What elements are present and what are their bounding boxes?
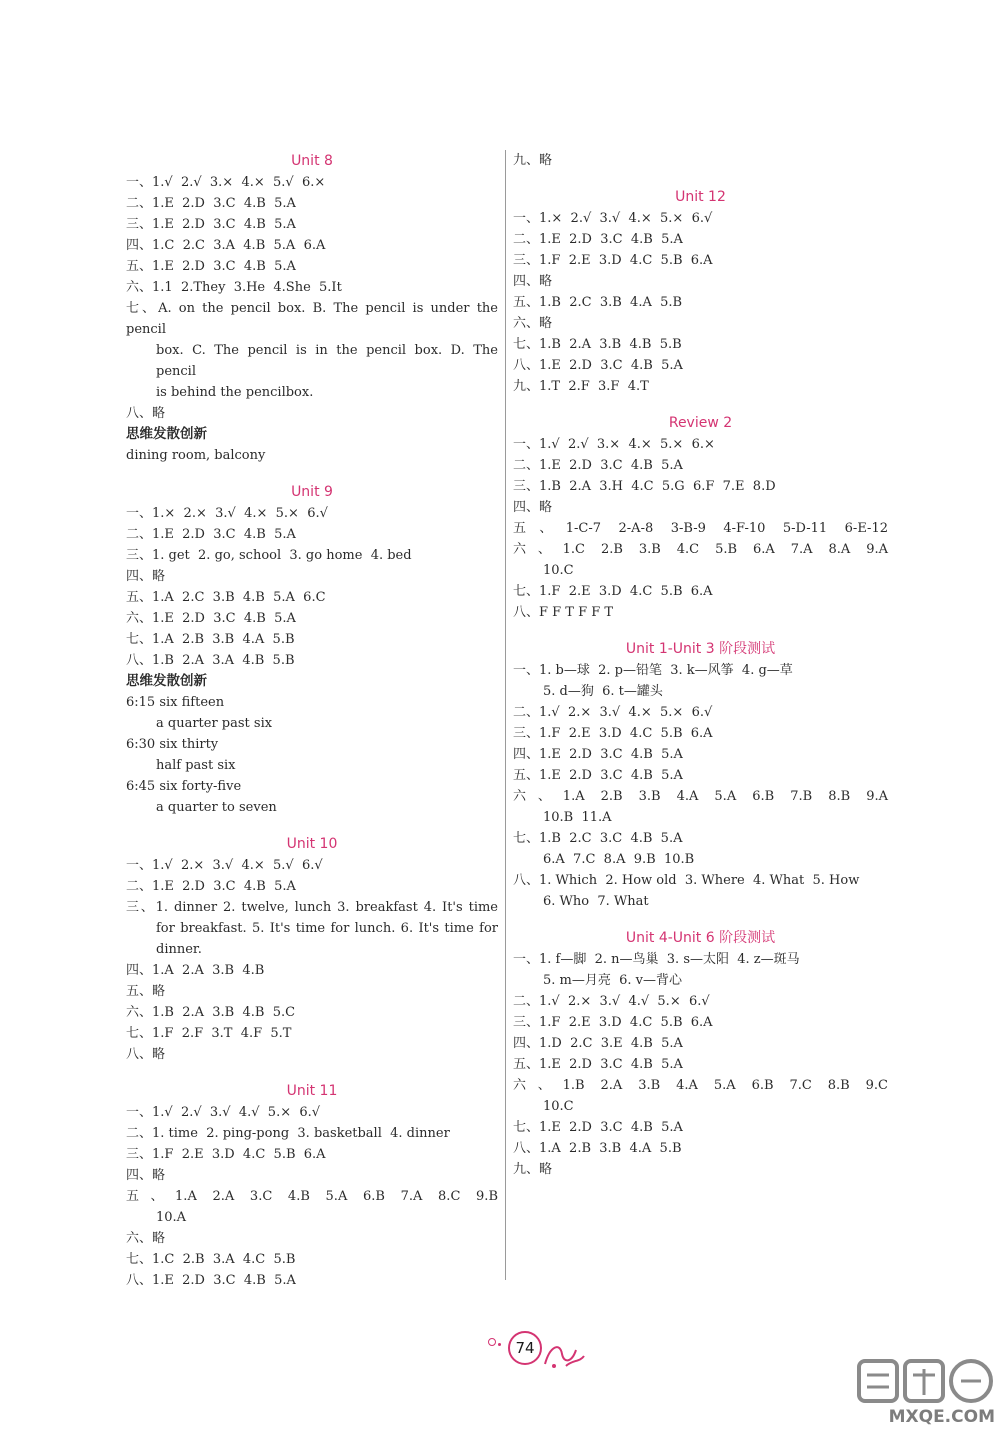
watermark: [855, 1355, 995, 1437]
answer-line: 6. Who 7. What: [543, 894, 649, 909]
answer-line: a quarter past six: [156, 716, 273, 731]
answer-line: 七、1.C 2.B 3.A 4.C 5.B: [126, 1252, 296, 1267]
answer-line: 八、1.B 2.A 3.A 4.B 5.B: [126, 653, 295, 668]
answer-line: box. C. The pencil is in the pencil box. D. The pencil: [156, 343, 498, 379]
answer-line: 5. m—月亮 6. v—背心: [543, 973, 683, 988]
section-title: Unit 8: [291, 153, 333, 169]
page-number: 74: [515, 1339, 535, 1357]
section-gap: [126, 1065, 498, 1080]
answer-section: [513, 638, 888, 912]
column-divider: [505, 150, 506, 1280]
answer-line: half past six: [156, 758, 236, 773]
answer-line: 八、1.E 2.D 3.C 4.B 5.A: [513, 358, 683, 373]
section-title: Unit 12: [675, 189, 726, 205]
answer-line: 五、1.E 2.D 3.C 4.B 5.A: [513, 768, 683, 783]
answer-logo-icon: [855, 1355, 995, 1410]
answer-line: 九、1.T 2.F 3.F 4.T: [513, 379, 649, 394]
section-gap: [126, 818, 498, 833]
answer-line: 六、1.B 2.A 3.B 4.B 5.C: [126, 1005, 296, 1020]
answer-line: 七、1.B 2.C 3.C 4.B 5.A: [513, 831, 683, 846]
answer-line: 一、1.√ 2.√ 3.× 4.× 5.√ 6.×: [126, 175, 326, 190]
right-column: [513, 150, 888, 1180]
answer-line: 六、1.C 2.B 3.B 4.C 5.B 6.A 7.A 8.A 9.A: [513, 542, 888, 557]
answer-line: 三、1.E 2.D 3.C 4.B 5.A: [126, 217, 296, 232]
answer-line: dining room, balcony: [126, 448, 266, 463]
section-title: Unit 4-Unit 6 阶段测试: [625, 930, 776, 946]
answer-line: 四、1.A 2.A 3.B 4.B: [126, 963, 265, 978]
answer-line: 10.A: [156, 1210, 187, 1225]
answer-line: 五、1.A 2.C 3.B 4.B 5.A 6.C: [126, 590, 326, 605]
answer-line: 10.C: [543, 563, 574, 578]
decorative-circle-icon: [488, 1338, 496, 1346]
answer-line: 三、1. dinner 2. twelve, lunch 3. breakfast 4. It's time: [126, 900, 498, 915]
answer-line: 七、A. on the pencil box. B. The pencil is under the pencil: [126, 301, 498, 337]
answer-line: 八、1.E 2.D 3.C 4.B 5.A: [126, 1273, 296, 1288]
answer-line: 一、1.√ 2.√ 3.× 4.× 5.× 6.×: [513, 437, 715, 452]
answer-line: 三、1.F 2.E 3.D 4.C 5.B 6.A: [513, 726, 713, 741]
subsection-heading: 思维发散创新: [126, 673, 207, 689]
answer-line: 三、1.B 2.A 3.H 4.C 5.G 6.F 7.E 8.D: [513, 479, 776, 494]
answer-line: 10.B 11.A: [543, 810, 612, 825]
page-number-badge: [508, 1331, 542, 1365]
answer-line: 八、1. Which 2. How old 3. Where 4. What 5. How: [513, 873, 860, 888]
answer-line: 八、F F T F F T: [513, 605, 614, 620]
answer-section: [513, 412, 888, 623]
answer-line: a quarter to seven: [156, 800, 277, 815]
answer-line: 二、1.E 2.D 3.C 4.B 5.A: [126, 196, 296, 211]
answer-line: 二、1. time 2. ping-pong 3. basketball 4. dinner: [126, 1126, 450, 1141]
answer-line: 6:30 six thirty: [126, 737, 219, 752]
answer-line: 五、1.A 2.A 3.C 4.B 5.A 6.B 7.A 8.C 9.B: [126, 1189, 498, 1204]
answer-section: [126, 481, 498, 818]
answer-line: 五、1-C-7 2-A-8 3-B-9 4-F-10 5-D-11 6-E-12: [513, 521, 888, 536]
page-footer: [0, 1330, 1000, 1390]
watermark-text: MXQE.COM: [888, 1407, 995, 1427]
answer-line: 五、1.B 2.C 3.B 4.A 5.B: [513, 295, 683, 310]
answer-line: 一、1.√ 2.√ 3.√ 4.√ 5.× 6.√: [126, 1105, 321, 1120]
answer-line: 6:15 six fifteen: [126, 695, 225, 710]
answer-line: 一、1.× 2.√ 3.√ 4.× 5.× 6.√: [513, 211, 713, 226]
answer-line: 三、1.F 2.E 3.D 4.C 5.B 6.A: [126, 1147, 326, 1162]
answer-line: 6:45 six forty-five: [126, 779, 242, 794]
answer-section: [126, 150, 498, 466]
answer-section: [513, 186, 888, 397]
answer-line: 七、1.E 2.D 3.C 4.B 5.A: [513, 1120, 683, 1135]
answer-line: 一、1.√ 2.× 3.√ 4.× 5.√ 6.√: [126, 858, 323, 873]
answer-line: 二、1.E 2.D 3.C 4.B 5.A: [513, 458, 683, 473]
answer-line: 四、略: [126, 1168, 166, 1183]
answer-line: 6.A 7.C 8.A 9.B 10.B: [543, 852, 695, 867]
section-title: Unit 10: [286, 836, 338, 852]
answer-line: is behind the pencilbox.: [156, 385, 314, 400]
answer-line: 二、1.E 2.D 3.C 4.B 5.A: [126, 879, 296, 894]
answer-line: 七、1.B 2.A 3.B 4.B 5.B: [513, 337, 682, 352]
answer-line: 七、1.F 2.E 3.D 4.C 5.B 6.A: [513, 584, 713, 599]
answer-line: 一、1. b—球 2. p—铅笔 3. k—风筝 4. g—草: [513, 663, 793, 678]
answer-line: 五、1.E 2.D 3.C 4.B 5.A: [513, 1057, 683, 1072]
answer-line: 七、1.F 2.F 3.T 4.F 5.T: [126, 1026, 292, 1041]
section-title: Unit 11: [286, 1083, 338, 1099]
answer-line: 八、略: [126, 1047, 166, 1062]
answer-line: 四、1.D 2.C 3.E 4.B 5.A: [513, 1036, 683, 1051]
answer-line: 六、1.1 2.They 3.He 4.She 5.It: [126, 280, 342, 295]
section-title: Unit 1-Unit 3 阶段测试: [625, 641, 776, 657]
subsection-heading: 思维发散创新: [126, 426, 207, 442]
section-gap: [513, 171, 888, 186]
answer-line: 四、略: [513, 274, 553, 289]
answer-line: 二、1.√ 2.× 3.√ 4.√ 5.× 6.√: [513, 994, 710, 1009]
section-gap: [513, 397, 888, 412]
decorative-dot-icon: [498, 1343, 501, 1346]
answer-line: 四、1.E 2.D 3.C 4.B 5.A: [513, 747, 683, 762]
answer-line: 五、略: [126, 984, 166, 999]
answer-line: 五、1.E 2.D 3.C 4.B 5.A: [126, 259, 296, 274]
flourish-icon: [542, 1336, 587, 1370]
answer-section: [513, 927, 888, 1180]
answer-line: dinner.: [156, 942, 202, 957]
answer-line: 四、略: [126, 569, 166, 584]
answer-line: 10.C: [543, 1099, 574, 1114]
answer-section: [126, 833, 498, 1065]
answer-line: 九、略: [513, 153, 553, 168]
answer-line: 四、略: [513, 500, 553, 515]
answer-line: 5. d—狗 6. t—罐头: [543, 684, 663, 699]
left-column: [126, 150, 498, 1291]
answer-line: 八、略: [126, 406, 166, 421]
section-gap: [513, 912, 888, 927]
answer-line: 四、1.C 2.C 3.A 4.B 5.A 6.A: [126, 238, 326, 253]
answer-line: 三、1.F 2.E 3.D 4.C 5.B 6.A: [513, 1015, 713, 1030]
answer-line: 一、1.× 2.× 3.√ 4.× 5.× 6.√: [126, 506, 328, 521]
answer-section: [126, 1080, 498, 1291]
answer-line: for breakfast. 5. It's time for lunch. 6. It's time for: [156, 921, 498, 936]
answer-line: 八、1.A 2.B 3.B 4.A 5.B: [513, 1141, 682, 1156]
answer-line: 六、略: [513, 316, 553, 331]
section-title: Review 2: [668, 415, 733, 431]
answer-line: 六、略: [126, 1231, 166, 1246]
answer-line: 二、1.E 2.D 3.C 4.B 5.A: [126, 527, 296, 542]
answer-line: 三、1.F 2.E 3.D 4.C 5.B 6.A: [513, 253, 713, 268]
answer-line: 二、1.E 2.D 3.C 4.B 5.A: [513, 232, 683, 247]
answer-line: 六、1.A 2.B 3.B 4.A 5.A 6.B 7.B 8.B 9.A: [513, 789, 888, 804]
answer-line: 二、1.√ 2.× 3.√ 4.× 5.× 6.√: [513, 705, 713, 720]
answer-line: 九、略: [513, 1162, 553, 1177]
answer-line: 六、1.B 2.A 3.B 4.A 5.A 6.B 7.C 8.B 9.C: [513, 1078, 888, 1093]
answer-section: [513, 150, 888, 171]
answer-line: 一、1. f—脚 2. n—鸟巢 3. s—太阳 4. z—斑马: [513, 952, 800, 967]
section-gap: [513, 623, 888, 638]
section-gap: [126, 466, 498, 481]
section-title: Unit 9: [291, 484, 333, 500]
answer-line: 六、1.E 2.D 3.C 4.B 5.A: [126, 611, 296, 626]
answer-line: 七、1.A 2.B 3.B 4.A 5.B: [126, 632, 295, 647]
answer-line: 三、1. get 2. go, school 3. go home 4. bed: [126, 548, 412, 563]
